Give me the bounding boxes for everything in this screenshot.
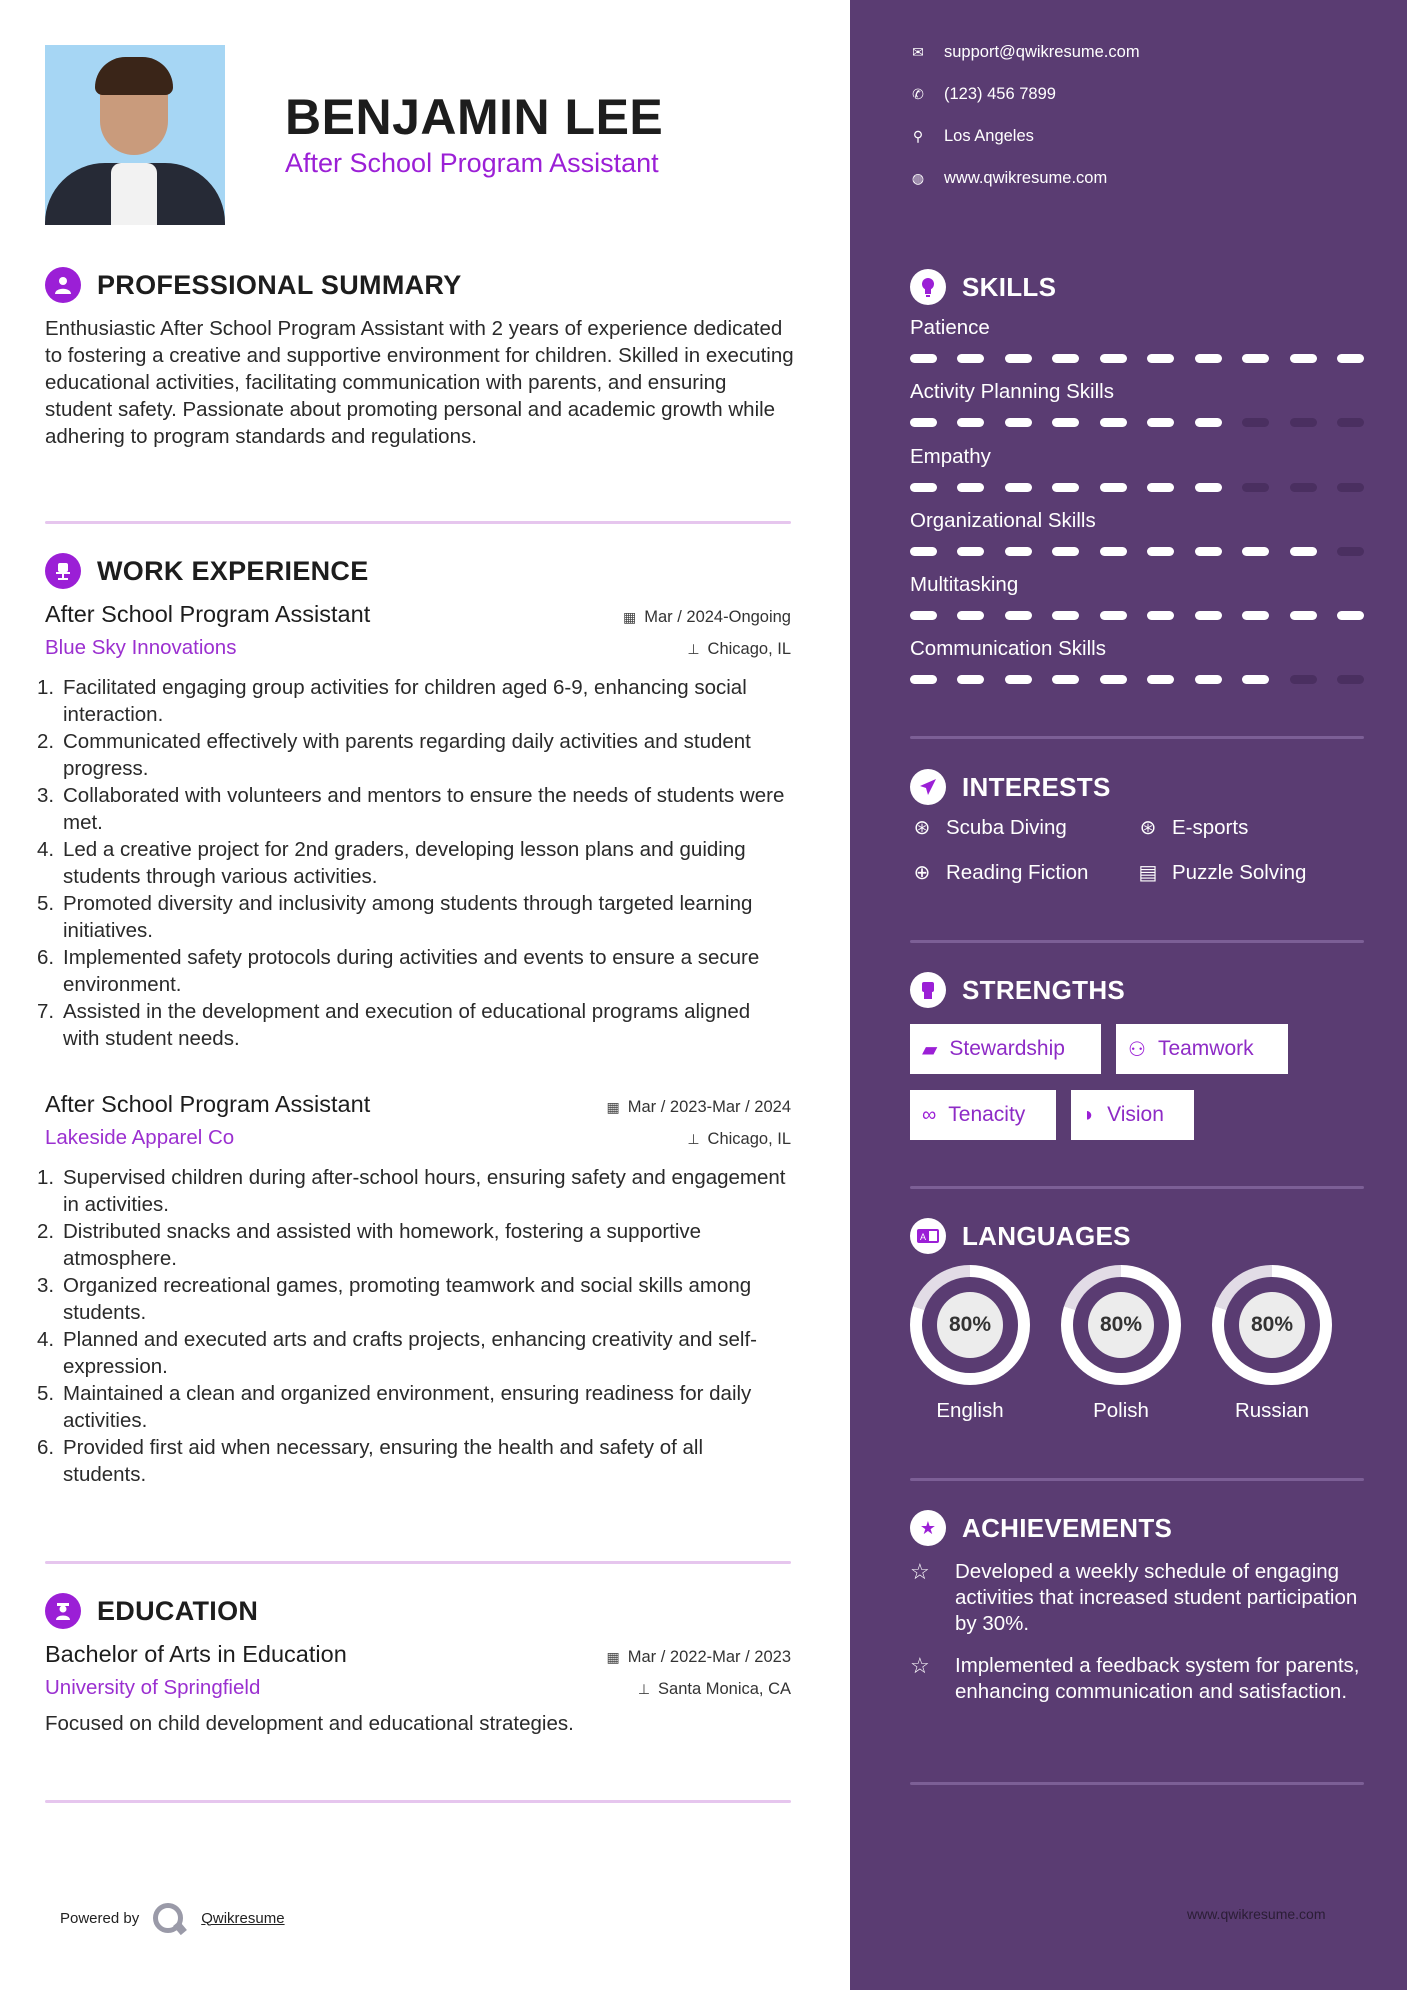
skill-item: Organizational Skills <box>910 509 1364 556</box>
interest-item: ⊛ Scuba Diving <box>910 815 1067 840</box>
languages-heading: A LANGUAGES <box>910 1218 1131 1254</box>
skill-dash <box>1195 675 1222 684</box>
skill-dash <box>1242 611 1269 620</box>
divider <box>910 736 1364 739</box>
job-bullets <box>37 674 791 1052</box>
language-progress-ring: 80% <box>910 1265 1030 1385</box>
skill-dash <box>957 354 984 363</box>
briefcase-icon: ▰ <box>922 1038 938 1061</box>
job-bullets <box>37 1164 791 1488</box>
skill-dash <box>1005 354 1032 363</box>
skill-rating <box>910 483 1364 492</box>
skill-dash <box>1052 547 1079 556</box>
skill-item: Activity Planning Skills <box>910 380 1364 427</box>
candidate-name: BENJAMIN LEE <box>285 89 664 145</box>
skill-dash <box>1147 418 1174 427</box>
job-location: Chicago, IL <box>707 640 791 658</box>
skill-item: Multitasking <box>910 573 1364 620</box>
job-location: Chicago, IL <box>707 1130 791 1148</box>
list-item: 2. Distributed snacks and assisted with homework, fostering a supportive atmosphere. <box>37 1220 702 1270</box>
school-name: University of Springfield <box>45 1676 261 1699</box>
language-item: 80% English <box>910 1265 1030 1423</box>
language-progress-ring: 80% <box>1212 1265 1332 1385</box>
job-entry <box>37 1091 791 1488</box>
skill-dash <box>957 675 984 684</box>
skill-rating <box>910 675 1364 684</box>
skill-dash <box>1005 483 1032 492</box>
job-dates: Mar / 2024-Ongoing <box>644 608 791 626</box>
company-name: Blue Sky Innovations <box>45 636 237 659</box>
skills-heading: SKILLS <box>910 269 1056 305</box>
skill-dash <box>1100 418 1127 427</box>
graduate-icon <box>45 1593 81 1629</box>
list-item: 3. Organized recreational games, promoting teamwork and social skills among students. <box>37 1274 752 1324</box>
link-icon: ∞ <box>922 1103 937 1126</box>
skill-dash <box>1242 418 1269 427</box>
location-pin-icon: ⚲ <box>912 128 924 144</box>
divider <box>910 940 1364 943</box>
skill-dash <box>910 483 937 492</box>
shooting-star-icon: ☆ <box>910 1653 930 1678</box>
shooting-star-icon: ☆ <box>910 1559 930 1584</box>
skill-dash <box>1195 611 1222 620</box>
divider <box>910 1782 1364 1785</box>
pushpin-icon: ⊥ <box>637 1681 651 1697</box>
globe-icon: ◍ <box>911 170 925 186</box>
skill-dash <box>1337 547 1364 556</box>
achievement-item: ☆ Developed a weekly schedule of engaging activities that increased student participation by 30%. <box>910 1559 1358 1635</box>
calendar-icon: ▦ <box>623 609 637 625</box>
paper-plane-icon <box>910 769 946 805</box>
skill-dash <box>1195 483 1222 492</box>
skill-dash <box>1052 483 1079 492</box>
skill-dash <box>1100 611 1127 620</box>
skill-dash <box>1100 547 1127 556</box>
skill-item: Patience <box>910 316 1364 363</box>
skill-dash <box>1005 611 1032 620</box>
interest-item: ⊕ Reading Fiction <box>910 860 1088 885</box>
skill-dash <box>1005 547 1032 556</box>
divider <box>45 521 791 524</box>
skill-dash <box>1195 354 1222 363</box>
strength-chip: ◗ Vision <box>1071 1090 1194 1140</box>
skill-rating <box>910 547 1364 556</box>
lifebuoy-icon: ⊛ <box>913 817 931 839</box>
skill-dash <box>957 483 984 492</box>
list-item: 5. Maintained a clean and organized environment, ensuring readiness for daily activities. <box>37 1382 752 1432</box>
skill-dash <box>1147 547 1174 556</box>
contact-website[interactable]: ◍ www.qwikresume.com <box>911 169 1108 187</box>
skill-dash <box>1242 483 1269 492</box>
envelope-icon: ✉ <box>912 44 924 60</box>
language-item: 80% Polish <box>1061 1265 1181 1423</box>
skill-dash <box>1337 675 1364 684</box>
contact-location: ⚲ Los Angeles <box>910 127 1034 146</box>
list-item: 5. Promoted diversity and inclusivity among students through targeted learning initiatives. <box>37 892 753 942</box>
skill-dash <box>1100 354 1127 363</box>
skill-dash <box>1242 675 1269 684</box>
divider <box>45 1561 791 1564</box>
education-description: Focused on child development and educational strategies. <box>45 1712 574 1735</box>
experience-heading: WORK EXPERIENCE <box>45 553 369 589</box>
interest-item: ⊛ E-sports <box>1136 815 1248 840</box>
skill-item: Empathy <box>910 445 1364 492</box>
list-item: 6. Provided first aid when necessary, ensuring the health and safety of all students. <box>37 1436 704 1486</box>
skill-dash <box>1147 354 1174 363</box>
gamepad-icon: ⊕ <box>913 862 931 884</box>
divider <box>45 1800 791 1803</box>
skill-dash <box>1337 418 1364 427</box>
star-icon: ★ <box>910 1510 946 1546</box>
skill-dash <box>1290 483 1317 492</box>
fist-icon <box>910 972 946 1008</box>
list-item: 3. Collaborated with volunteers and mentors to ensure the needs of students were met. <box>37 784 785 834</box>
pushpin-icon: ⊥ <box>687 1131 700 1147</box>
calendar-icon: ▦ <box>606 1099 620 1115</box>
list-item: 1. Supervised children during after-school hours, ensuring safety and engagement in activities. <box>37 1166 786 1216</box>
skill-dash <box>910 611 937 620</box>
chair-icon <box>45 553 81 589</box>
skill-rating <box>910 354 1364 363</box>
skill-item: Communication Skills <box>910 637 1364 684</box>
job-entry <box>37 601 791 1052</box>
skill-dash <box>1005 418 1032 427</box>
skill-dash <box>1052 354 1079 363</box>
candidate-title: After School Program Assistant <box>285 148 659 178</box>
skill-dash <box>1195 418 1222 427</box>
job-title: After School Program Assistant <box>45 1091 371 1117</box>
skill-dash <box>1242 547 1269 556</box>
skill-dash <box>1290 354 1317 363</box>
list-item: 7. Assisted in the development and execution of educational programs aligned with student needs. <box>37 1000 751 1050</box>
lightbulb-icon <box>910 269 946 305</box>
skill-dash <box>1337 483 1364 492</box>
qwikresume-link[interactable]: Qwikresume <box>201 1909 285 1927</box>
user-icon <box>45 267 81 303</box>
skill-dash <box>910 418 937 427</box>
skill-dash <box>1052 418 1079 427</box>
skill-dash <box>957 418 984 427</box>
team-icon: ⚇ <box>1128 1038 1146 1061</box>
list-item: 6. Implemented safety protocols during activities and events to ensure a secure environment. <box>37 946 760 996</box>
phone-icon: ✆ <box>912 86 924 102</box>
skill-dash <box>910 547 937 556</box>
summary-heading: PROFESSIONAL SUMMARY <box>45 267 462 303</box>
strengths-heading: STRENGTHS <box>910 972 1125 1008</box>
list-item: 2. Communicated effectively with parents regarding daily activities and student progress. <box>37 730 751 780</box>
skill-dash <box>1337 354 1364 363</box>
svg-text:A: A <box>920 1232 927 1242</box>
lifebuoy-icon: ⊛ <box>1139 817 1157 839</box>
skill-dash <box>1147 675 1174 684</box>
skill-dash <box>957 547 984 556</box>
education-heading: EDUCATION <box>45 1593 258 1629</box>
qwikresume-logo-icon <box>153 1903 183 1933</box>
company-name: Lakeside Apparel Co <box>45 1126 235 1149</box>
interest-item: ▤ Puzzle Solving <box>1136 860 1306 885</box>
translate-icon <box>910 1218 946 1254</box>
pushpin-icon: ⊥ <box>687 641 700 657</box>
job-dates: Mar / 2023-Mar / 2024 <box>627 1098 791 1116</box>
strength-chip: ∞ Tenacity <box>910 1090 1056 1140</box>
list-item: 4. Planned and executed arts and crafts projects, enhancing creativity and self-expression. <box>37 1328 757 1378</box>
list-item: 1. Facilitated engaging group activities for children aged 6-9, enhancing social interaction. <box>37 676 747 726</box>
skill-dash <box>1052 611 1079 620</box>
skill-dash <box>1290 611 1317 620</box>
degree: Bachelor of Arts in Education <box>45 1641 347 1667</box>
powered-by: Powered by Qwikresume <box>60 1903 285 1933</box>
contact-phone[interactable]: ✆ (123) 456 7899 <box>910 85 1056 104</box>
interests-heading: INTERESTS <box>910 769 1111 805</box>
skill-dash <box>1195 547 1222 556</box>
calendar-icon: ▦ <box>606 1649 620 1665</box>
footer-website[interactable]: www.qwikresume.com <box>1187 1906 1326 1922</box>
education-entry <box>45 1641 791 1736</box>
strength-chip: ⚇ Teamwork <box>1116 1024 1288 1074</box>
job-title: After School Program Assistant <box>45 601 371 627</box>
skill-dash <box>910 675 937 684</box>
contact-email[interactable]: ✉ support@qwikresume.com <box>910 43 1140 62</box>
skill-dash <box>1290 418 1317 427</box>
skill-dash <box>1337 611 1364 620</box>
skill-dash <box>1242 354 1269 363</box>
skill-dash <box>1052 675 1079 684</box>
skill-dash <box>1290 675 1317 684</box>
skill-dash <box>910 354 937 363</box>
language-progress-ring: 80% <box>1061 1265 1181 1385</box>
skill-dash <box>1100 675 1127 684</box>
skill-dash <box>1100 483 1127 492</box>
language-item: 80% Russian <box>1212 1265 1332 1423</box>
skill-rating <box>910 418 1364 427</box>
achievement-item: ☆ Implemented a feedback system for parents, enhancing communication and satisfaction. <box>910 1653 1360 1703</box>
skill-dash <box>1005 675 1032 684</box>
skill-dash <box>1290 547 1317 556</box>
list-item: 4. Led a creative project for 2nd graders, developing lesson plans and guiding students through various activities. <box>37 838 746 888</box>
skill-dash <box>1147 483 1174 492</box>
strength-chip: ▰ Stewardship <box>910 1024 1101 1074</box>
skill-dash <box>1147 611 1174 620</box>
education-location: Santa Monica, CA <box>658 1680 791 1698</box>
book-icon: ▤ <box>1138 862 1158 884</box>
achievements-heading: ★ ACHIEVEMENTS <box>910 1510 1172 1546</box>
skill-dash <box>957 611 984 620</box>
education-dates: Mar / 2022-Mar / 2023 <box>627 1648 791 1666</box>
summary-text: Enthusiastic After School Program Assistant with 2 years of experience dedicated to fostering a creative and supportive environment for children. Skilled in executing educational activities, facilitating communication with parents, and ensuring student safety. Passionate about promoting personal and academic growth while adhering to program standards and regulations. <box>45 317 794 448</box>
binoculars-icon: ◗ <box>1083 1103 1096 1126</box>
divider <box>910 1186 1364 1189</box>
divider <box>910 1478 1364 1481</box>
profile-photo <box>45 45 225 225</box>
skill-rating <box>910 611 1364 620</box>
